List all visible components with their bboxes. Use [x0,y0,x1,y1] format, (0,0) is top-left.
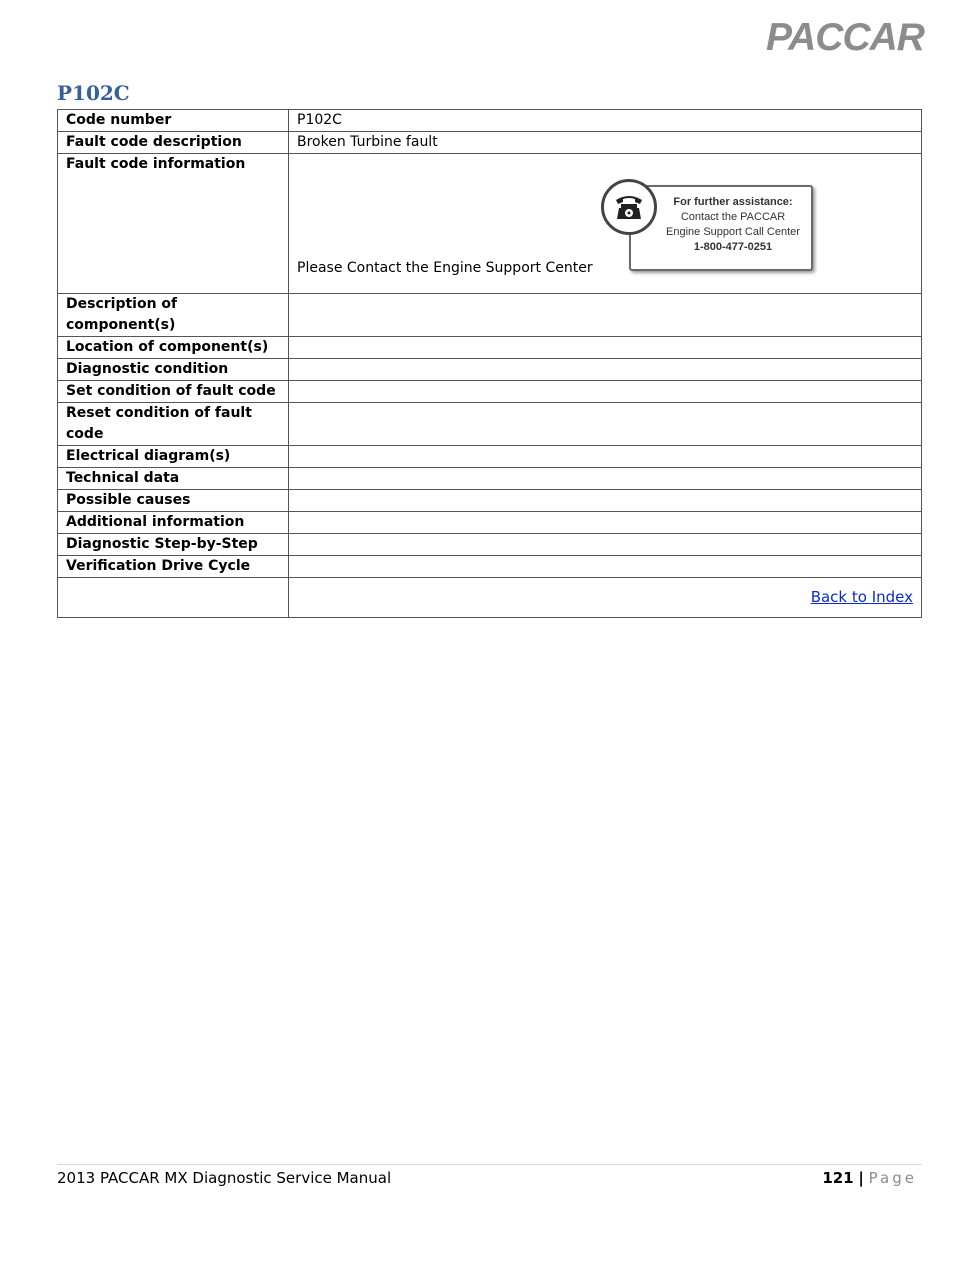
telephone-icon [601,179,657,235]
row-label: Set condition of fault code [58,381,289,403]
row-value [289,446,922,468]
row-label: Additional information [58,512,289,534]
footer-page-info [822,1168,917,1188]
footer-divider [57,1164,922,1165]
table-row [58,578,922,618]
row-value [289,294,922,337]
row-value [289,337,922,359]
table-row [58,490,922,512]
table-row [58,337,922,359]
table-row [58,381,922,403]
row-value [289,381,922,403]
row-label: Reset condition of fault code [58,403,289,446]
row-label: Diagnostic Step-by-Step [58,534,289,556]
section-title: P102C [57,81,130,105]
empty-cell [58,578,289,618]
row-label: Fault code description [58,132,289,154]
paccar-logo: PACCAR [766,16,924,59]
row-label: Location of component(s) [58,337,289,359]
row-value [289,490,922,512]
table-row [58,132,922,154]
assistance-text [653,195,813,255]
table-row [58,359,922,381]
assistance-phone: 1-800-477-0251 [693,241,773,253]
row-value [289,468,922,490]
row-label: Technical data [58,468,289,490]
table-row [58,468,922,490]
fault-information-value: Please Contact the Engine Support Center [297,260,593,276]
back-to-index-link[interactable]: Back to Index [810,588,913,606]
row-value [289,403,922,446]
table-row [58,556,922,578]
assistance-graphic [601,179,816,271]
row-label: Possible causes [58,490,289,512]
row-label: Diagnostic condition [58,359,289,381]
table-row [58,403,922,446]
table-row [58,294,922,337]
table-row [58,512,922,534]
footer-manual-title: 2013 PACCAR MX Diagnostic Service Manual [57,1169,392,1187]
table-row [58,110,922,132]
assistance-line-2: Engine Support Call Center [666,226,800,238]
row-label: Electrical diagram(s) [58,446,289,468]
assistance-line-1: Contact the PACCAR [680,211,786,223]
row-value [289,512,922,534]
row-label: Description of component(s) [58,294,289,337]
table-row [58,534,922,556]
assistance-title: For further assistance: [673,196,793,208]
row-label: Verification Drive Cycle [58,556,289,578]
code-number-value: P102C [289,110,922,132]
row-label: Code number [58,110,289,132]
back-link-cell [289,578,922,618]
page-separator: | [858,1169,864,1187]
table-row [58,446,922,468]
assistance-box [629,185,813,271]
row-value [289,556,922,578]
row-label: Fault code information [58,154,289,294]
row-value [289,359,922,381]
page-number: 121 [822,1169,854,1187]
row-value [289,534,922,556]
fault-description-value: Broken Turbine fault [289,132,922,154]
page-word: Page [868,1169,917,1187]
